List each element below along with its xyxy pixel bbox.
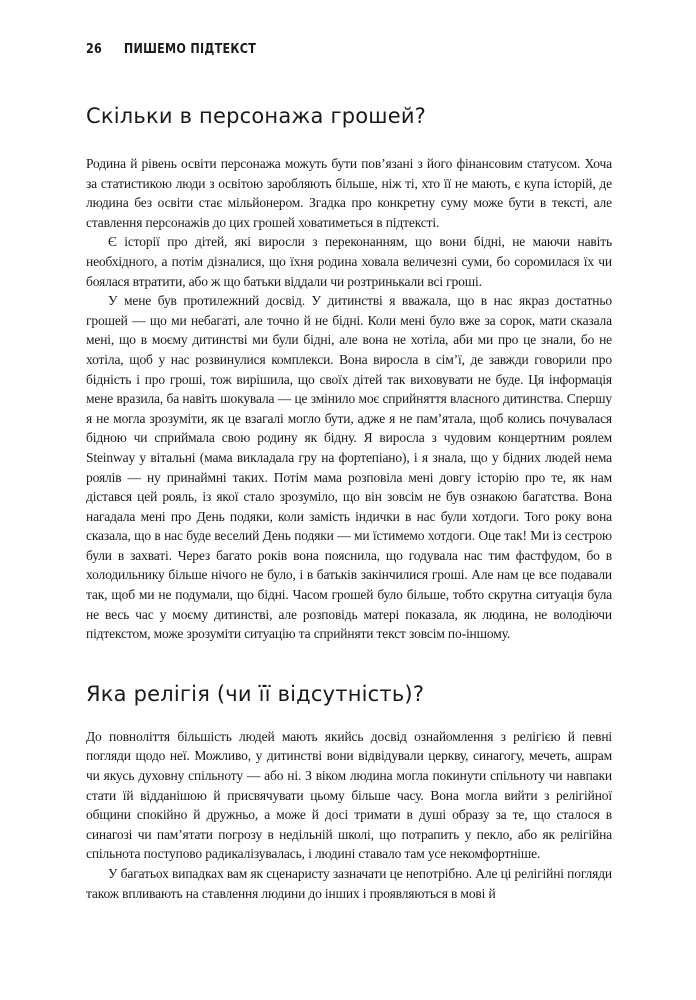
running-title: ПИШЕМО ПІДТЕКСТ <box>123 42 257 57</box>
section-heading-religion: Яка релігія (чи її відсутність)? <box>86 681 425 706</box>
book-page <box>86 40 612 903</box>
paragraph: До повноліття більшість людей мають якийсь досвід ознайомлення з релігією й певні погляди щодо неї. Можливо, у дитинстві вони відвідували церкву, синагогу, мечеть, ашрам чи якусь духовну спільноту — або ні. З віком людина могла покинути спільноту чи навпаки стати їй відданішою й присвячувати цьому більше часу. Вона могла вийти з релігійної общини спокійно й дружньо, а може й досі тримати в душі образу за те, що сталося в синагозі чи пам’ятати погрозу в недільній школі, що потрапить у пекло, або як релігійна спільнота поступово радикалізувалась, і людині ставало там усе некомфортніше. <box>86 728 612 862</box>
section-heading-money: Скільки в персонажа грошей? <box>86 104 427 128</box>
paragraph: Є історії про дітей, які виросли з переконанням, що вони бідні, не маючи навіть необхідного, а потім дізналися, що їхня родина ховала величезні суми, бо соромилася їх чи боялася втратити, або ж що батьки віддали чи розтринькали всі гроші. <box>86 234 612 289</box>
page-number: 26 <box>86 42 103 57</box>
running-header <box>86 40 538 60</box>
paragraph: У мене був протилежний досвід. У дитинстві я вважала, що в нас якраз достатньо грошей — що ми небагаті, але точно й не бідні. Коли мені було вже за сорок, мати сказала мені, що в моєму дитинстві ми були бідні, але вона не хотіла, аби ми про це знали, бо не хотіла, щоб у нас розвинулися комплекси. Вона виросла в сім’ї, де завжди говорили про бідність і про гроші, тож вирішила, що своїх дітей так виховувати не буде. Ця інформація мене вразила, ба навіть шокувала — це змінило моє сприйняття власного дитинства. Спершу я не могла зрозуміти, як це взагалі могло бути, адже я не пам’ятала, щоб колись почувалася бідною чи сприймала свою родину як бідну. Я виросла з чудовим концертним роялем Steinway у вітальні (мама викладала гру на фортепіано), і я знала, що у бідних людей нема роялів — ну принаймні таких. Потім мама розповіла мені довгу історію про те, як нам дістався цей рояль, із якої стало зрозуміло, що він зовсім не був ознакою багатства. Вона нагадала мені про День подяки, коли замість індички в нас були хотдоги. Того року вона сказала, що в нас буде веселий День подяки — ми їстимемо хотдоги. Оце так! Ми із сестрою були в захваті. Через багато років вона пояснила, що годувала нас тим фастфудом, бо в холодильнику більше нічого не було, і в батьків закінчилися гроші. Але нам це все подавали так, щоб ми не подумали, що бідні. Часом грошей було більше, тобто скрутна ситуація була не весь час у моєму дитинстві, але розповідь матері показала, як людина, не володіючи підтекстом, може зрозуміти ситуацію та сприйняти текст зовсім по-іншому. <box>86 293 612 642</box>
paragraph: Родина й рівень освіти персонажа можуть бути пов’язані з його фінансовим статусом. Хоча за статистикою люди з освітою заробляють більше, ніж ті, хто її не мають, є купа історій, де людина без освіти стає мільйонером. Згадка про конкретну суму може бути в тексті, але ставлення персонажів до цих грошей ховатиметься в підтексті. <box>86 156 612 230</box>
paragraph: У багатьох випадках вам як сценаристу зазначати це непотрібно. Але ці релігійні погляди також впливають на ставлення людини до інших і проявляються в мові й <box>86 866 612 901</box>
